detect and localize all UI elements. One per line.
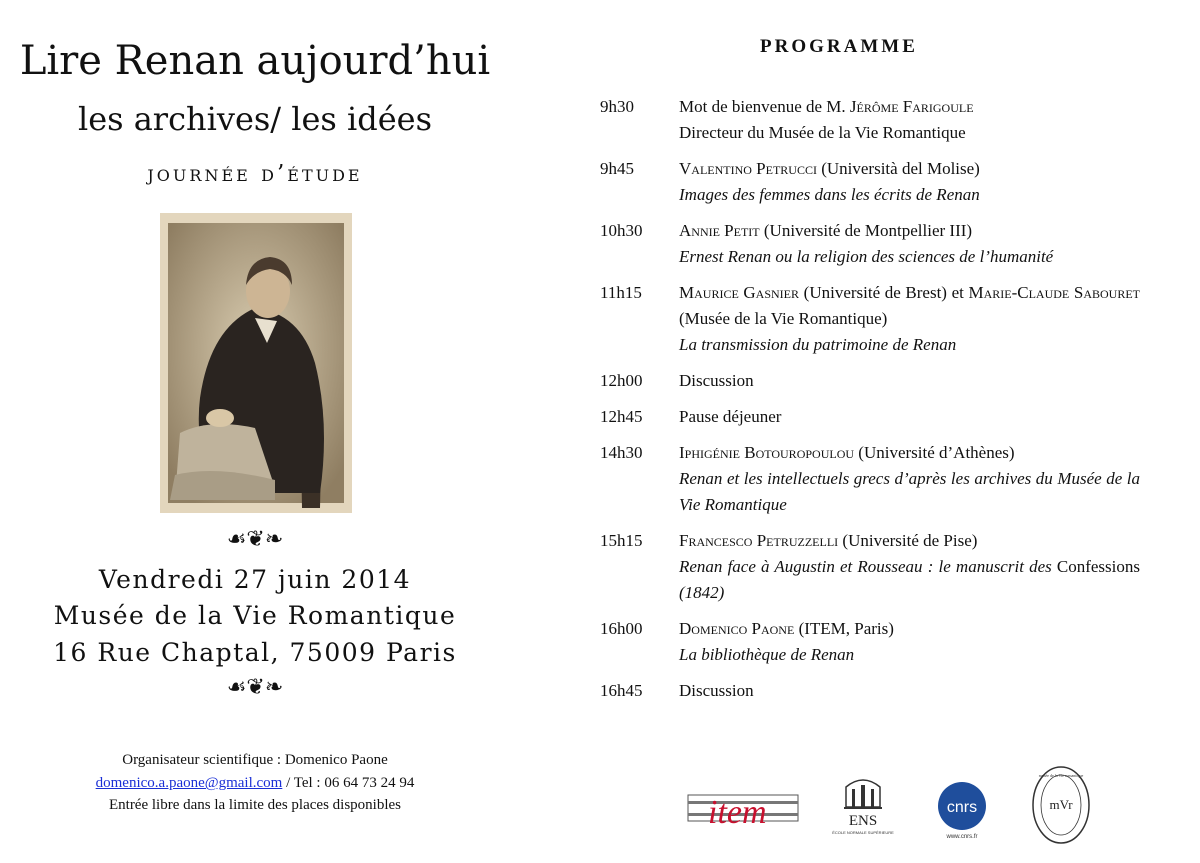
slot-time: 16h00	[600, 619, 643, 638]
slot-description	[679, 280, 1140, 358]
email-link[interactable]: domenico.a.paone@gmail.com	[95, 775, 283, 791]
slot-description	[679, 440, 1140, 518]
slot-time: 14h30	[600, 443, 643, 462]
speaker-name: Domenico Paone	[679, 619, 795, 638]
slot-description	[679, 528, 1140, 606]
slot-text: Pause déjeuner	[679, 407, 782, 426]
event-venue: Musée de la Vie Romantique	[53, 601, 457, 630]
mvr-logo-ring: musée de la Vie romantique	[1038, 773, 1084, 778]
speaker-affiliation: (Université de Brest) et	[799, 283, 969, 302]
schedule-item	[600, 616, 1140, 668]
item-logo	[688, 787, 798, 832]
speaker-role: Directeur du Musée de la Vie Romantique	[679, 123, 966, 142]
schedule-item	[600, 404, 1140, 430]
mvr-logo-center: mVr	[1049, 797, 1073, 812]
event-address: 16 Rue Chaptal, 75009 Paris	[53, 638, 457, 667]
programme-panel	[560, 0, 1180, 863]
schedule-list	[600, 94, 1140, 714]
mvr-logo	[1030, 765, 1092, 847]
talk-title: Ernest Renan ou la religion des sciences de l’humanité	[679, 247, 1054, 266]
phone-text: / Tel : 06 64 73 24 94	[282, 775, 415, 791]
programme-title: PROGRAMME	[760, 36, 918, 57]
event-type: journée d’étude	[147, 161, 363, 187]
portrait-photo	[160, 213, 352, 513]
slot-time: 16h45	[600, 681, 643, 700]
slot-description	[679, 616, 1140, 668]
slot-text: Discussion	[679, 371, 754, 390]
slot-time: 15h15	[600, 531, 643, 550]
event-subtitle: les archives/ les idées	[77, 100, 433, 138]
speaker-affiliation: (Université d’Athènes)	[854, 443, 1015, 462]
speaker-name: Francesco Petruzzelli	[679, 531, 839, 550]
talk-title: La transmission du patrimoine de Renan	[679, 335, 957, 354]
slot-description	[679, 678, 1140, 704]
schedule-item	[600, 678, 1140, 704]
talk-title: Renan face à Augustin et Rousseau : le manuscrit des	[679, 557, 1057, 576]
slot-time: 9h45	[600, 159, 634, 178]
speaker-name-2: Marie-Claude Sabouret	[968, 283, 1140, 302]
speaker-affiliation: (Université de Montpellier III)	[759, 221, 973, 240]
slot-time: 11h15	[600, 283, 642, 302]
speaker-name: Jérôme Farigoule	[849, 97, 974, 116]
contact-line	[0, 775, 510, 792]
talk-title-work: Confessions	[1056, 557, 1140, 576]
schedule-item	[600, 440, 1140, 518]
speaker-name: Valentino Petrucci	[679, 159, 817, 178]
slot-time: 12h00	[600, 371, 643, 390]
slot-description	[679, 94, 1140, 146]
speaker-affiliation: (ITEM, Paris)	[794, 619, 894, 638]
item-logo-text: item	[708, 794, 767, 831]
speaker-name: Annie Petit	[679, 221, 760, 240]
speaker-affiliation: (Université de Pise)	[838, 531, 978, 550]
cnrs-logo-url: www.cnrs.fr	[946, 834, 978, 840]
cnrs-logo-text: cnrs	[946, 799, 978, 816]
schedule-item	[600, 280, 1140, 358]
slot-time: 10h30	[600, 221, 643, 240]
speaker-affiliation-2: (Musée de la Vie Romantique)	[679, 309, 888, 328]
speaker-name: Maurice Gasnier	[679, 283, 800, 302]
slot-time: 9h30	[600, 97, 634, 116]
slot-time: 12h45	[600, 407, 643, 426]
talk-title: Images des femmes dans les écrits de Renan	[679, 185, 980, 204]
ornament-bottom: ☙❦❧	[226, 674, 284, 699]
slot-text: Mot de bienvenue de M.	[679, 97, 850, 116]
schedule-item	[600, 528, 1140, 606]
talk-title: La bibliothèque de Renan	[679, 645, 855, 664]
ens-logo	[832, 767, 894, 839]
cnrs-logo	[935, 780, 990, 840]
slot-description	[679, 218, 1140, 270]
partner-logos	[560, 765, 1180, 845]
ornament-top: ☙❦❧	[226, 526, 284, 551]
slot-description	[679, 368, 1140, 394]
speaker-name: Iphigénie Botouropoulou	[679, 443, 855, 462]
event-title: Lire Renan aujourd’hui	[19, 38, 491, 84]
schedule-item	[600, 368, 1140, 394]
left-panel	[0, 0, 520, 863]
schedule-item	[600, 94, 1140, 146]
slot-description	[679, 156, 1140, 208]
speaker-affiliation: (Università del Molise)	[816, 159, 980, 178]
event-date: Vendredi 27 juin 2014	[98, 565, 412, 594]
talk-title-year: (1842)	[679, 583, 725, 602]
talk-title: Renan et les intellectuels grecs d’après les archives du Musée de la Vie Romantique	[679, 469, 1140, 514]
schedule-item	[600, 218, 1140, 270]
entry-note: Entrée libre dans la limite des places disponibles	[108, 797, 401, 813]
schedule-item	[600, 156, 1140, 208]
organiser-line: Organisateur scientifique : Domenico Paone	[122, 752, 388, 768]
slot-description	[679, 404, 1140, 430]
ens-logo-text: ENS	[848, 813, 878, 829]
ens-logo-sub: ÉCOLE NORMALE SUPÉRIEURE	[832, 830, 894, 835]
slot-text: Discussion	[679, 681, 754, 700]
